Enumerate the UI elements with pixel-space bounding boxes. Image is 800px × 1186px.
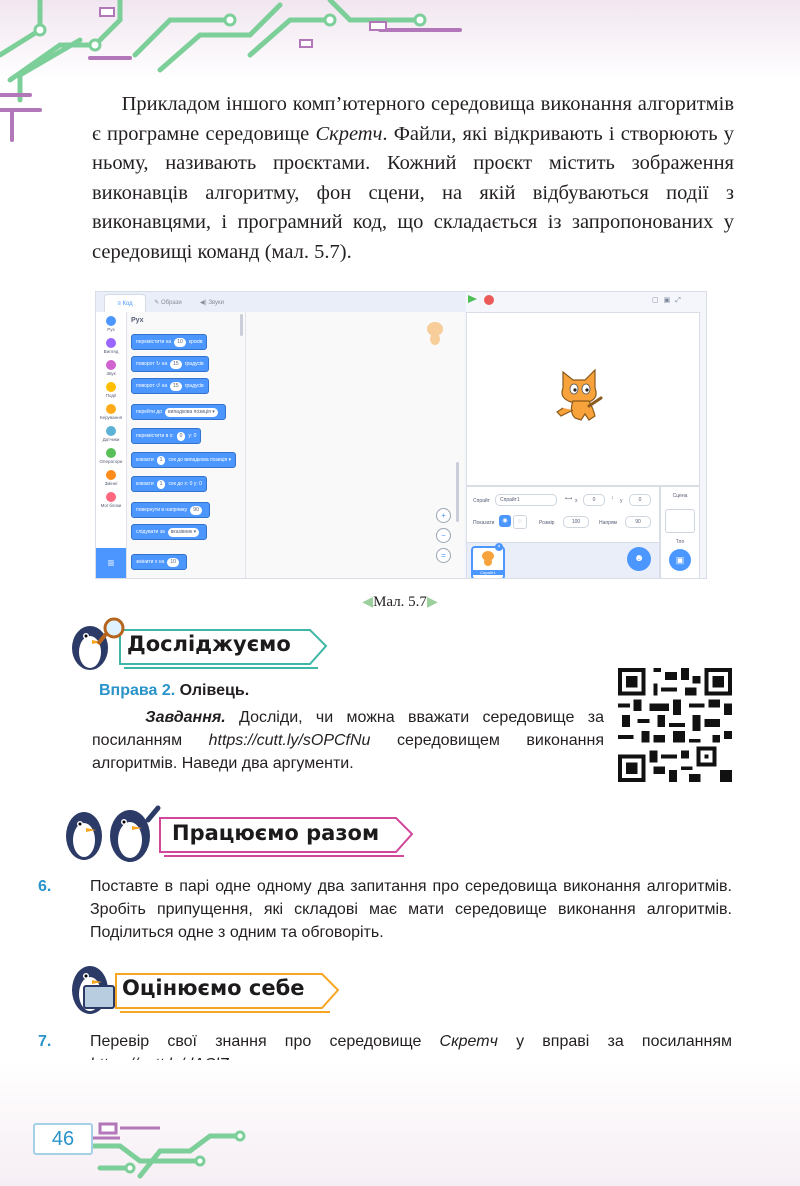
block-label: перемістити на <box>136 339 172 345</box>
x-field[interactable]: 0 <box>583 494 605 506</box>
sprite-thumb-label: Спрайт1 <box>473 570 503 575</box>
category-dot-icon <box>106 316 116 326</box>
category-1[interactable] <box>96 338 126 354</box>
intro-italic-scratch: Скретч <box>315 122 383 145</box>
exercise-task <box>92 706 604 775</box>
category-label: Керування <box>99 415 123 420</box>
palette-category-header: Рух <box>131 317 144 324</box>
category-label: Події <box>105 393 117 398</box>
category-label: Оператори <box>99 459 123 464</box>
zoom-reset-icon[interactable]: = <box>436 548 451 563</box>
item-7-text-1: Перевір свої знання про середовище <box>90 1033 440 1050</box>
block-suffix: градусів <box>184 361 204 367</box>
scratch-tab-bar <box>96 292 466 312</box>
exercise-name: Олівець. <box>179 682 250 699</box>
tab-costumes-label: Образи <box>160 300 182 306</box>
direction-field[interactable]: 90 <box>625 516 651 528</box>
code-block[interactable] <box>131 502 210 518</box>
scratch-cat-sprite[interactable] <box>555 368 605 424</box>
block-value-input[interactable]: 10 <box>167 558 179 567</box>
paragraph-intro <box>92 90 734 267</box>
code-block[interactable] <box>131 334 207 350</box>
code-block[interactable] <box>131 404 226 420</box>
item-7-text-2: у вправі за посиланням <box>497 1033 732 1050</box>
block-label: перейти до <box>136 409 163 415</box>
category-sidebar <box>96 312 127 578</box>
category-8[interactable] <box>96 492 126 508</box>
category-dot-icon <box>106 470 116 480</box>
stage-target-panel <box>660 486 700 579</box>
block-suffix: y: 0 <box>188 433 197 439</box>
category-dot-icon <box>106 338 116 348</box>
backdrops-label: Тло <box>675 539 685 545</box>
choose-sprite-button[interactable]: ☻ <box>627 547 651 571</box>
y-field[interactable]: 0 <box>629 494 651 506</box>
block-value-input[interactable]: 1 <box>157 456 166 465</box>
block-label: повернути в напрямку <box>136 507 188 513</box>
sprite-watermark-icon <box>424 320 446 346</box>
code-block[interactable] <box>131 554 187 570</box>
block-suffix: градусів <box>184 383 204 389</box>
category-2[interactable] <box>96 360 126 376</box>
block-value-input[interactable]: вказівник ▾ <box>168 528 199 537</box>
category-dot-icon <box>106 360 116 370</box>
x-arrows-icon: ⟷ <box>565 496 573 502</box>
add-extension-button[interactable]: ≡ <box>96 548 126 578</box>
code-block[interactable] <box>131 356 209 372</box>
size-label: Розмір <box>539 520 555 526</box>
block-value-input[interactable]: випадкова позиція ▾ <box>165 408 218 417</box>
code-block[interactable] <box>131 452 236 468</box>
scratch-screenshot <box>95 291 707 579</box>
category-dot-icon <box>106 426 116 436</box>
explore-title: Досліджуємо <box>127 632 291 656</box>
sprite-thumbnail[interactable] <box>471 546 505 579</box>
intro-text-2: . Файли, які відкривають і створюють у ньому, називають проєктами. Кожний проєкт містить зображення виконавців алгоритму, фон сцени, на якій відбуваються події з виконавцями, і програмний код, що складається із запропонованих у середовищі команд (мал. 5.7). <box>92 122 735 263</box>
bottom-circuit-decoration <box>0 1086 800 1186</box>
item-7-number: 7. <box>38 1033 52 1050</box>
delete-sprite-icon[interactable]: × <box>495 543 503 551</box>
direction-label: Напрям <box>599 520 617 526</box>
category-dot-icon <box>106 382 116 392</box>
block-label: змінити x на <box>136 559 165 565</box>
block-label: поворот ↻ на <box>136 361 168 367</box>
code-block[interactable] <box>131 524 207 540</box>
zoom-out-icon[interactable]: − <box>436 528 451 543</box>
caption-right-triangle-icon: ▶ <box>426 595 438 610</box>
block-label: поворот ↺ на <box>136 383 168 389</box>
code-block[interactable] <box>131 428 201 444</box>
task-text-2: середовищем виконання алгоритмів. Наведи два аргументи. <box>92 732 604 772</box>
block-value-input[interactable]: 10 <box>174 338 186 347</box>
tab-sounds-label: Звуки <box>208 300 224 306</box>
show-visible-toggle[interactable]: ◉ <box>499 515 511 527</box>
task-text-1: Досліди, чи можна вважати середовище за посиланням <box>92 709 604 749</box>
tab-sounds[interactable]: ◀) Звуки <box>200 300 224 306</box>
item-6-number: 6. <box>38 878 52 895</box>
tab-code[interactable]: ≡ Код <box>104 294 146 313</box>
category-0[interactable] <box>96 316 126 332</box>
page-number: 46 <box>33 1123 93 1155</box>
tab-costumes[interactable]: ✎ Образи <box>154 300 182 306</box>
task-label: Завдання. <box>145 709 226 726</box>
sprite-name-field[interactable]: Спрайт1 <box>495 494 557 506</box>
category-label: Датчики <box>102 437 120 442</box>
penguin-tablet-icon <box>72 966 114 1014</box>
stage-layout-icons[interactable]: ▢▣⤢ <box>652 297 686 304</box>
code-scrollbar[interactable] <box>456 462 459 522</box>
block-value-input[interactable]: 0 <box>177 432 186 441</box>
qr-code[interactable] <box>618 668 732 782</box>
block-label: слідувати за <box>136 529 165 535</box>
stop-icon[interactable] <box>484 295 494 305</box>
palette-scrollbar[interactable] <box>240 314 243 336</box>
block-suffix: сек до випадкова позиція ▾ <box>168 457 232 463</box>
code-block[interactable] <box>131 476 207 492</box>
cat-thumbnail-icon <box>480 550 496 566</box>
show-label: Показати <box>473 520 495 526</box>
together-title: Працюємо разом <box>172 821 380 845</box>
category-3[interactable] <box>96 382 126 398</box>
self-eval-title: Оцінюємо себе <box>122 976 305 1000</box>
sprite-list <box>466 542 660 579</box>
block-label: ковзати <box>136 457 154 463</box>
green-flag-icon[interactable] <box>468 295 477 303</box>
stage-label: Сцена <box>672 493 688 499</box>
two-penguins-icon <box>66 808 158 862</box>
category-label: Мої блоки <box>100 503 122 508</box>
category-7[interactable] <box>96 470 126 486</box>
block-label: ковзати <box>136 481 154 487</box>
hide-toggle[interactable]: ◌ <box>513 515 527 529</box>
category-label: Рух <box>107 327 115 332</box>
zoom-in-icon[interactable]: + <box>436 508 451 523</box>
category-6[interactable] <box>96 448 126 464</box>
stage[interactable] <box>466 312 700 486</box>
category-label: Звук <box>106 371 116 376</box>
block-value-input[interactable]: 90 <box>190 506 202 515</box>
sprite-label: Спрайт <box>473 498 490 504</box>
block-suffix: сек до x: 0 y: 0 <box>168 481 202 487</box>
penguin-magnifier-icon <box>72 619 123 670</box>
block-palette <box>127 312 246 578</box>
category-label: Змінні <box>104 481 118 486</box>
block-suffix: кроків <box>188 339 203 345</box>
figure-caption <box>330 594 470 611</box>
item-7-italic: Скретч <box>439 1033 498 1050</box>
tab-code-label: Код <box>122 301 133 307</box>
choose-backdrop-button[interactable]: ▣ <box>669 549 691 571</box>
category-dot-icon <box>106 448 116 458</box>
block-value-input[interactable]: 1 <box>157 480 166 489</box>
category-5[interactable] <box>96 426 126 442</box>
intro-text-1: Прикладом іншого комп’ютерного середовища виконання алгоритмів є програмне середовище <box>92 93 734 145</box>
item-6-text: Поставте в парі одне одному два запитання про середовища виконання алгоритмів. Зробіть припущення, які складові має мати середовище виконання алгоритмів. Поділиться одне з одним та обговоріть. <box>90 878 732 941</box>
sprite-info-panel <box>466 486 660 544</box>
code-block[interactable] <box>131 378 209 394</box>
x-label: x <box>575 498 578 504</box>
block-value-input[interactable]: 15 <box>170 382 182 391</box>
caption-left-triangle-icon: ◀ <box>362 595 374 610</box>
y-arrows-icon: ↕ <box>611 495 614 501</box>
exercise-label: Вправа 2. <box>99 682 176 699</box>
block-label: перемістити в x: <box>136 433 174 439</box>
category-dot-icon <box>106 492 116 502</box>
code-area[interactable] <box>246 312 464 578</box>
item-6 <box>38 875 732 944</box>
category-4[interactable] <box>96 404 126 420</box>
caption-text: Мал. 5.7 <box>373 594 427 610</box>
block-value-input[interactable]: 15 <box>170 360 182 369</box>
stage-thumbnail[interactable] <box>665 509 695 533</box>
task-link[interactable]: https://cutt.ly/sOPCfNu <box>208 732 371 749</box>
category-label: Вигляд <box>103 349 119 354</box>
y-label: y <box>620 498 623 504</box>
category-dot-icon <box>106 404 116 414</box>
exercise-title <box>99 682 249 700</box>
size-field[interactable]: 100 <box>563 516 589 528</box>
